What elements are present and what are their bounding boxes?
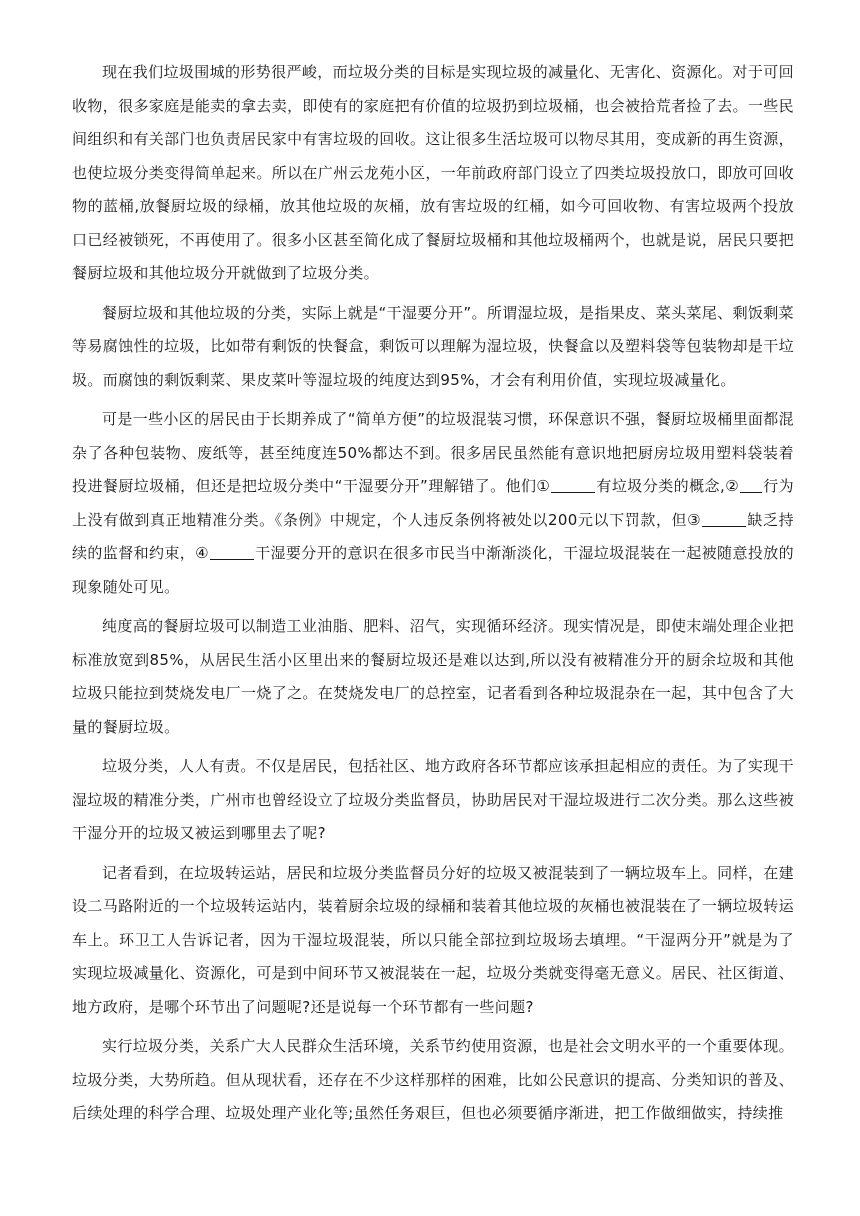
paragraph-1: 现在我们垃圾围城的形势很严峻，而垃圾分类的目标是实现垃圾的减量化、无害化、资源化。对于可回收物，很多家庭是能卖的拿去卖，即使有的家庭把有价值的垃圾扔到垃圾桶，也会被拾荒者捡了去。一些民间组织和有关部门也负责居民家中有害垃圾的回收。这让很多生活垃圾可以物尽其用，变成新的再生资源，也使垃圾分类变得简单起来。所以在广州云龙苑小区，一年前政府部门设立了四类垃圾投放口，即放可回收物的蓝桶,放餐厨垃圾的绿桶，放其他垃圾的灰桶，放有害垃圾的红桶，如今可回收物、有害垃圾两个投放口已经被锁死，不再使用了。很多小区甚至简化成了餐厨垃圾桶和其他垃圾桶两个，也就是说，居民只要把餐厨垃圾和其他垃圾分开就做到了垃圾分类。 — [72, 63, 794, 282]
blank-2 — [740, 477, 762, 493]
cloze-text-3: 行为上没有做到真正地精准分类。《条例》中规定，个人违反条例将被处以200元以下罚款，但③ — [72, 477, 794, 529]
cloze-text-1: 可是一些小区的居民由于长期养成了“简单方便”的垃圾混装习惯，环保意识不强，餐厨垃圾桶里面都混杂了各种包装物、废纸等，甚至纯度连50%都达不到。很多居民虽然能有意识地把厨房垃圾用塑料袋装着投进餐厨垃圾桶，但还是把垃圾分类中“干湿要分开”理解错了。他们① — [72, 410, 794, 495]
cloze-text-5: 干湿要分开的意识在很多市民当中渐渐淡化，干湿垃圾混装在一起被随意投放的现象随处可见。 — [72, 544, 794, 596]
cloze-text-4: 缺乏持续的监督和约束，④ — [72, 510, 794, 562]
document-page — [72, 56, 794, 1176]
cloze-text-2: 有垃圾分类的概念,② — [596, 477, 740, 495]
paragraph-5: 垃圾分类，人人有责。不仅是居民，包括社区、地方政府各环节都应该承担起相应的责任。为了实现干湿垃圾的精准分类，广州市也曾经设立了垃圾分类监督员，协助居民对干湿垃圾进行二次分类。那么这些被干湿分开的垃圾又被运到哪里去了呢? — [72, 757, 794, 842]
blank-1 — [551, 477, 595, 493]
paragraph-6: 记者看到，在垃圾转运站，居民和垃圾分类监督员分好的垃圾又被混装到了一辆垃圾车上。同样，在建设二马路附近的一个垃圾转运站内，装着厨余垃圾的绿桶和装着其他垃圾的灰桶也被混装在了一辆垃圾转运车上。环卫工人告诉记者，因为干湿垃圾混装，所以只能全部拉到垃圾场去填埋。“干湿两分开”就是为了实现垃圾减量化、资源化，可是到中间环节又被混装在一起，垃圾分类就变得毫无意义。居民、社区街道、地方政府，是哪个环节出了问题呢?还是说每一个环节都有一些问题? — [72, 863, 794, 1016]
blank-4 — [210, 544, 254, 560]
blank-3 — [702, 511, 746, 527]
paragraph-2: 餐厨垃圾和其他垃圾的分类，实际上就是“干湿要分开”。所谓湿垃圾，是指果皮、菜头菜尾、剩饭剩菜等易腐蚀性的垃圾，比如带有剩饭的快餐盒，剩饭可以理解为湿垃圾，快餐盒以及塑料袋等包装物却是干垃圾。而腐蚀的剩饭剩菜、果皮菜叶等湿垃圾的纯度达到95%，才会有利用价值，实现垃圾减量化。 — [72, 303, 794, 389]
paragraph-4: 纯度高的餐厨垃圾可以制造工业油脂、肥料、沼气，实现循环经济。现实情况是，即使末端处理企业把标准放宽到85%，从居民生活小区里出来的餐厨垃圾还是难以达到,所以没有被精准分开的厨余垃圾和其他垃圾只能拉到焚烧发电厂一烧了之。在焚烧发电厂的总控室，记者看到各种垃圾混杂在一起，其中包含了大量的餐厨垃圾。 — [72, 617, 794, 736]
paragraph-3-cloze — [72, 403, 794, 604]
paragraph-7: 实行垃圾分类，关系广大人民群众生活环境，关系节约使用资源，也是社会文明水平的一个重要体现。垃圾分类，大势所趋。但从现状看，还存在不少这样那样的困难，比如公民意识的提高、分类知识的普及、后续处理的科学合理、垃圾处理产业化等;虽然任务艰巨，但也必须要循序渐进，把工作做细做实，持续推 — [72, 1037, 794, 1122]
